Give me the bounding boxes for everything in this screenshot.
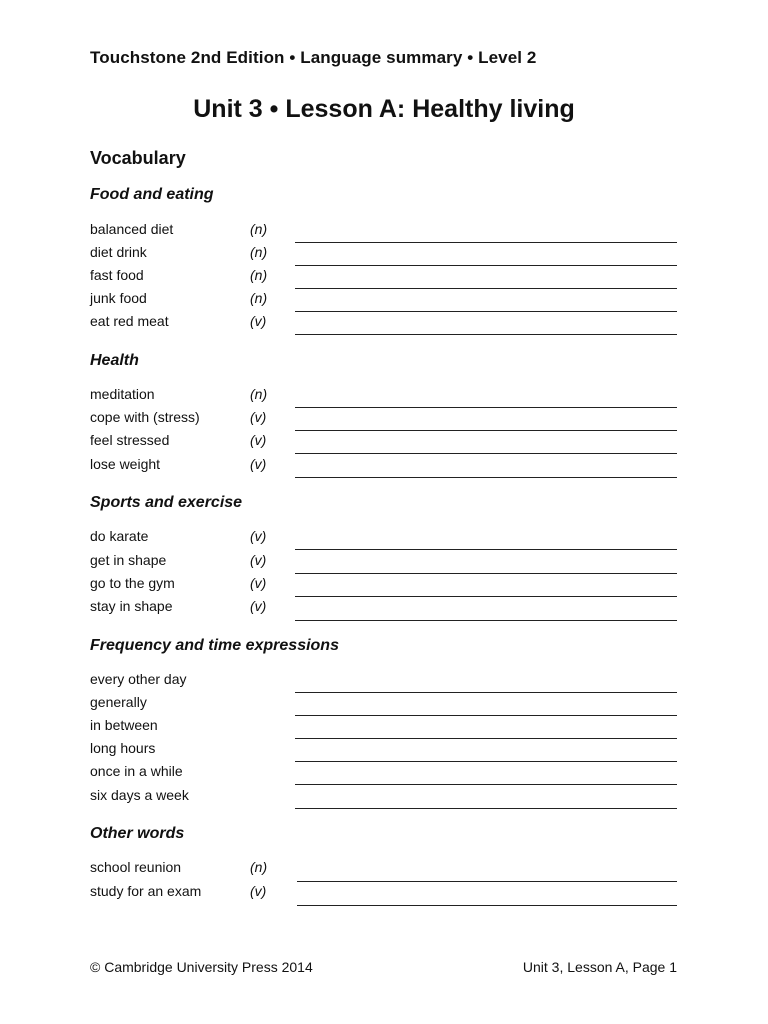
part-of-speech: (v) (250, 883, 267, 899)
part-of-speech: (v) (250, 552, 267, 568)
vocab-row (0, 243, 768, 265)
vocab-term: lose weight (90, 456, 161, 472)
part-of-speech: (n) (250, 244, 268, 260)
answer-line[interactable] (295, 549, 677, 550)
vocab-term: in between (90, 717, 158, 733)
vocab-row (0, 739, 768, 761)
part-of-speech: (v) (250, 409, 267, 425)
vocab-row (0, 716, 768, 738)
vocab-row (0, 597, 768, 619)
page-title: Unit 3 • Lesson A: Healthy living (193, 95, 575, 123)
part-of-speech: (n) (250, 386, 268, 402)
part-of-speech: (v) (250, 528, 267, 544)
vocab-term: go to the gym (90, 575, 175, 591)
part-of-speech: (v) (250, 598, 267, 614)
vocab-term: study for an exam (90, 883, 202, 899)
vocab-term: six days a week (90, 787, 189, 803)
vocab-row (0, 385, 768, 407)
vocab-term: junk food (90, 290, 147, 306)
part-of-speech: (n) (250, 267, 268, 283)
vocab-term: get in shape (90, 552, 167, 568)
vocab-term: every other day (90, 671, 187, 687)
part-of-speech: (n) (250, 290, 268, 306)
vocab-row (0, 408, 768, 430)
vocab-row (0, 670, 768, 692)
vocab-term: feel stressed (90, 432, 170, 448)
answer-line[interactable] (295, 784, 677, 785)
series-title: Touchstone 2nd Edition • Language summary • Level 2 (90, 48, 537, 67)
vocab-row (0, 455, 768, 477)
part-of-speech: (v) (250, 432, 267, 448)
vocab-row (0, 220, 768, 242)
vocab-row (0, 431, 768, 453)
section-heading-food-and-eating: Food and eating (90, 186, 214, 203)
vocab-term: balanced diet (90, 221, 174, 237)
part-of-speech: (n) (250, 859, 268, 875)
vocab-term: long hours (90, 740, 156, 756)
answer-line[interactable] (295, 620, 677, 621)
vocab-row (0, 786, 768, 808)
copyright-notice: © Cambridge University Press 2014 (90, 959, 313, 975)
answer-line[interactable] (295, 453, 677, 454)
vocab-term: eat red meat (90, 313, 169, 329)
vocab-row (0, 551, 768, 573)
vocab-row (0, 882, 768, 904)
vocab-row (0, 574, 768, 596)
vocab-row (0, 266, 768, 288)
page-reference: Unit 3, Lesson A, Page 1 (522, 959, 677, 975)
vocab-term: school reunion (90, 859, 182, 875)
vocab-term: diet drink (90, 244, 147, 260)
vocab-row (0, 289, 768, 311)
vocab-term: cope with (stress) (90, 409, 200, 425)
section-heading-health: Health (90, 352, 139, 369)
vocab-row (0, 693, 768, 715)
answer-line[interactable] (295, 808, 677, 809)
part-of-speech: (v) (250, 456, 267, 472)
vocab-term: meditation (90, 386, 155, 402)
vocab-term: stay in shape (90, 598, 173, 614)
answer-line[interactable] (295, 477, 677, 478)
section-heading-frequency-and-time-expressions: Frequency and time expressions (90, 637, 339, 654)
vocab-term: fast food (90, 267, 144, 283)
vocabulary-heading: Vocabulary (90, 148, 186, 168)
vocab-row (0, 312, 768, 334)
part-of-speech: (n) (250, 221, 268, 237)
vocab-term: once in a while (90, 763, 183, 779)
vocab-row (0, 762, 768, 784)
vocab-term: do karate (90, 528, 149, 544)
vocab-row (0, 858, 768, 880)
section-heading-sports-and-exercise: Sports and exercise (90, 494, 243, 511)
section-heading-other-words: Other words (90, 825, 185, 842)
answer-line[interactable] (297, 905, 677, 906)
part-of-speech: (v) (250, 575, 267, 591)
vocab-row (0, 527, 768, 549)
answer-line[interactable] (295, 334, 677, 335)
vocab-term: generally (90, 694, 147, 710)
part-of-speech: (v) (250, 313, 267, 329)
